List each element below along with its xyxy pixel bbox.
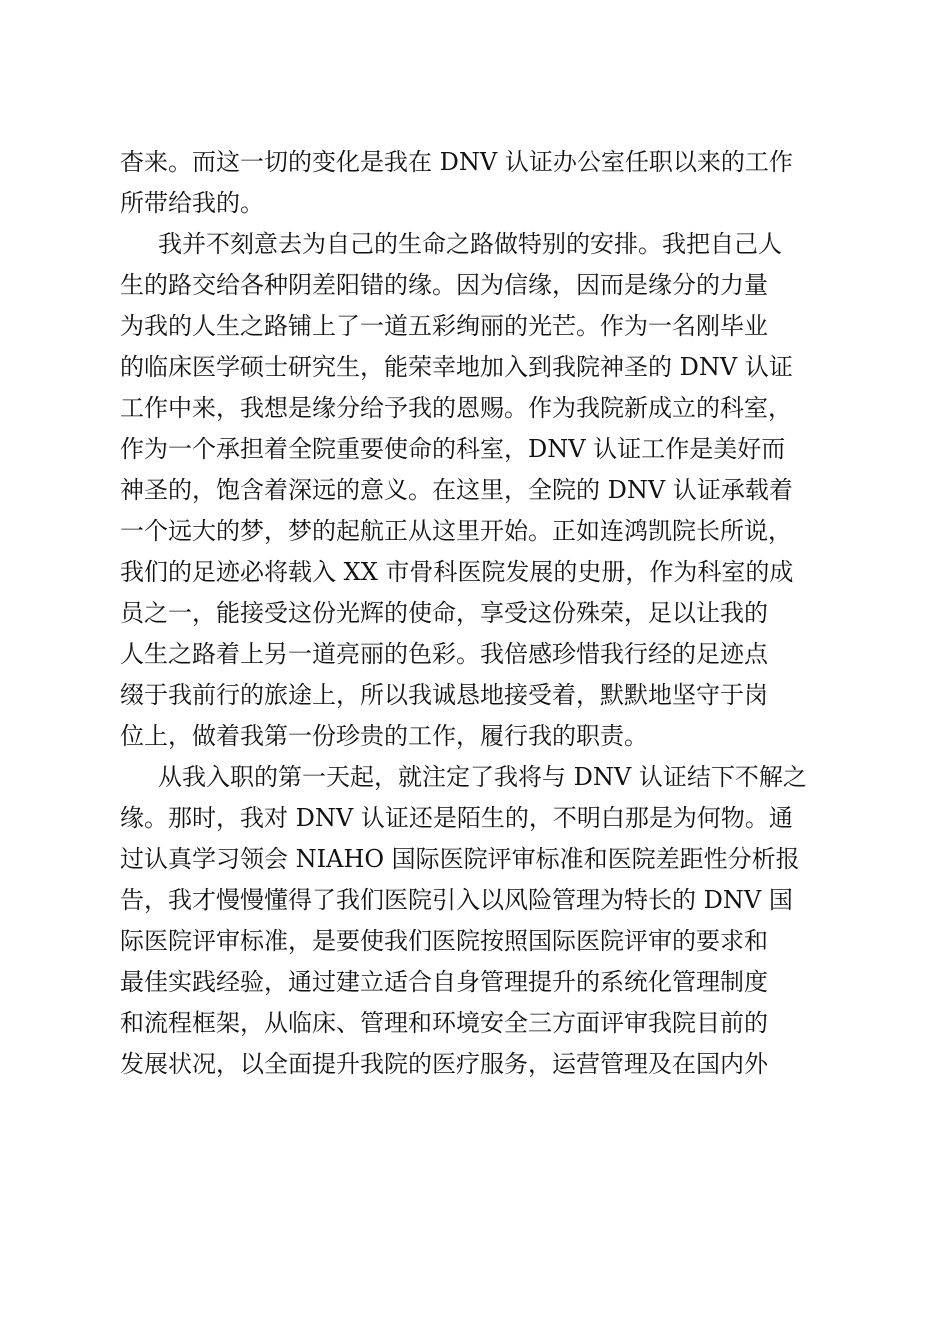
- text-line: 告，我才慢慢懂得了我们医院引入以风险管理为特长的 DNV 国: [120, 886, 793, 914]
- text-line: 缀于我前行的旅途上，所以我诚恳地接受着，默默地坚守于岗: [120, 681, 768, 709]
- text-line: 一个远大的梦，梦的起航正从这里开始。正如连鸿凯院长所说，: [120, 517, 792, 545]
- text-line: 和流程框架，从临床、管理和环境安全三方面评审我院目前的: [120, 1009, 768, 1037]
- text-line: 神圣的，饱含着深远的意义。在这里，全院的 DNV 认证承载着: [120, 476, 793, 504]
- text-line: 发展状况，以全面提升我院的医疗服务，运营管理及在国内外: [120, 1050, 768, 1078]
- text-line: 为我的人生之路铺上了一道五彩绚丽的光芒。作为一名刚毕业: [120, 312, 768, 340]
- text-line: 位上，做着我第一份珍贵的工作，履行我的职责。: [120, 722, 648, 750]
- text-line: 过认真学习领会 NIAHO 国际医院评审标准和医院差距性分析报: [120, 845, 800, 873]
- body-text: [120, 142, 832, 1085]
- text-line: 我们的足迹必将载入 XX 市骨科医院发展的史册，作为科室的成: [120, 558, 794, 586]
- paragraph-start-line: 从我入职的第一天起，就注定了我将与 DNV 认证结下不解之: [158, 763, 807, 791]
- text-line: 人生之路着上另一道亮丽的色彩。我倍感珍惜我行经的足迹点: [120, 640, 768, 668]
- text-line: 缘。那时，我对 DNV 认证还是陌生的，不明白那是为何物。通: [120, 804, 793, 832]
- paragraph-start-line: 我并不刻意去为自己的生命之路做特别的安排。我把自己人: [158, 230, 782, 258]
- text-line: 工作中来，我想是缘分给予我的恩赐。作为我院新成立的科室，: [120, 394, 792, 422]
- text-line: 所带给我的。: [120, 189, 264, 217]
- text-line: 生的路交给各种阴差阳错的缘。因为信缘，因而是缘分的力量: [120, 271, 768, 299]
- text-line: 杳来。而这一切的变化是我在 DNV 认证办公室任职以来的工作: [120, 148, 793, 176]
- text-line: 作为一个承担着全院重要使命的科室，DNV 认证工作是美好而: [120, 435, 786, 463]
- text-line: 际医院评审标准，是要使我们医院按照国际医院评审的要求和: [120, 927, 768, 955]
- text-line: 员之一，能接受这份光辉的使命，享受这份殊荣，足以让我的: [120, 599, 768, 627]
- text-line: 的临床医学硕士研究生，能荣幸地加入到我院神圣的 DNV 认证: [120, 353, 793, 381]
- text-line: 最佳实践经验，通过建立适合自身管理提升的系统化管理制度: [120, 968, 768, 996]
